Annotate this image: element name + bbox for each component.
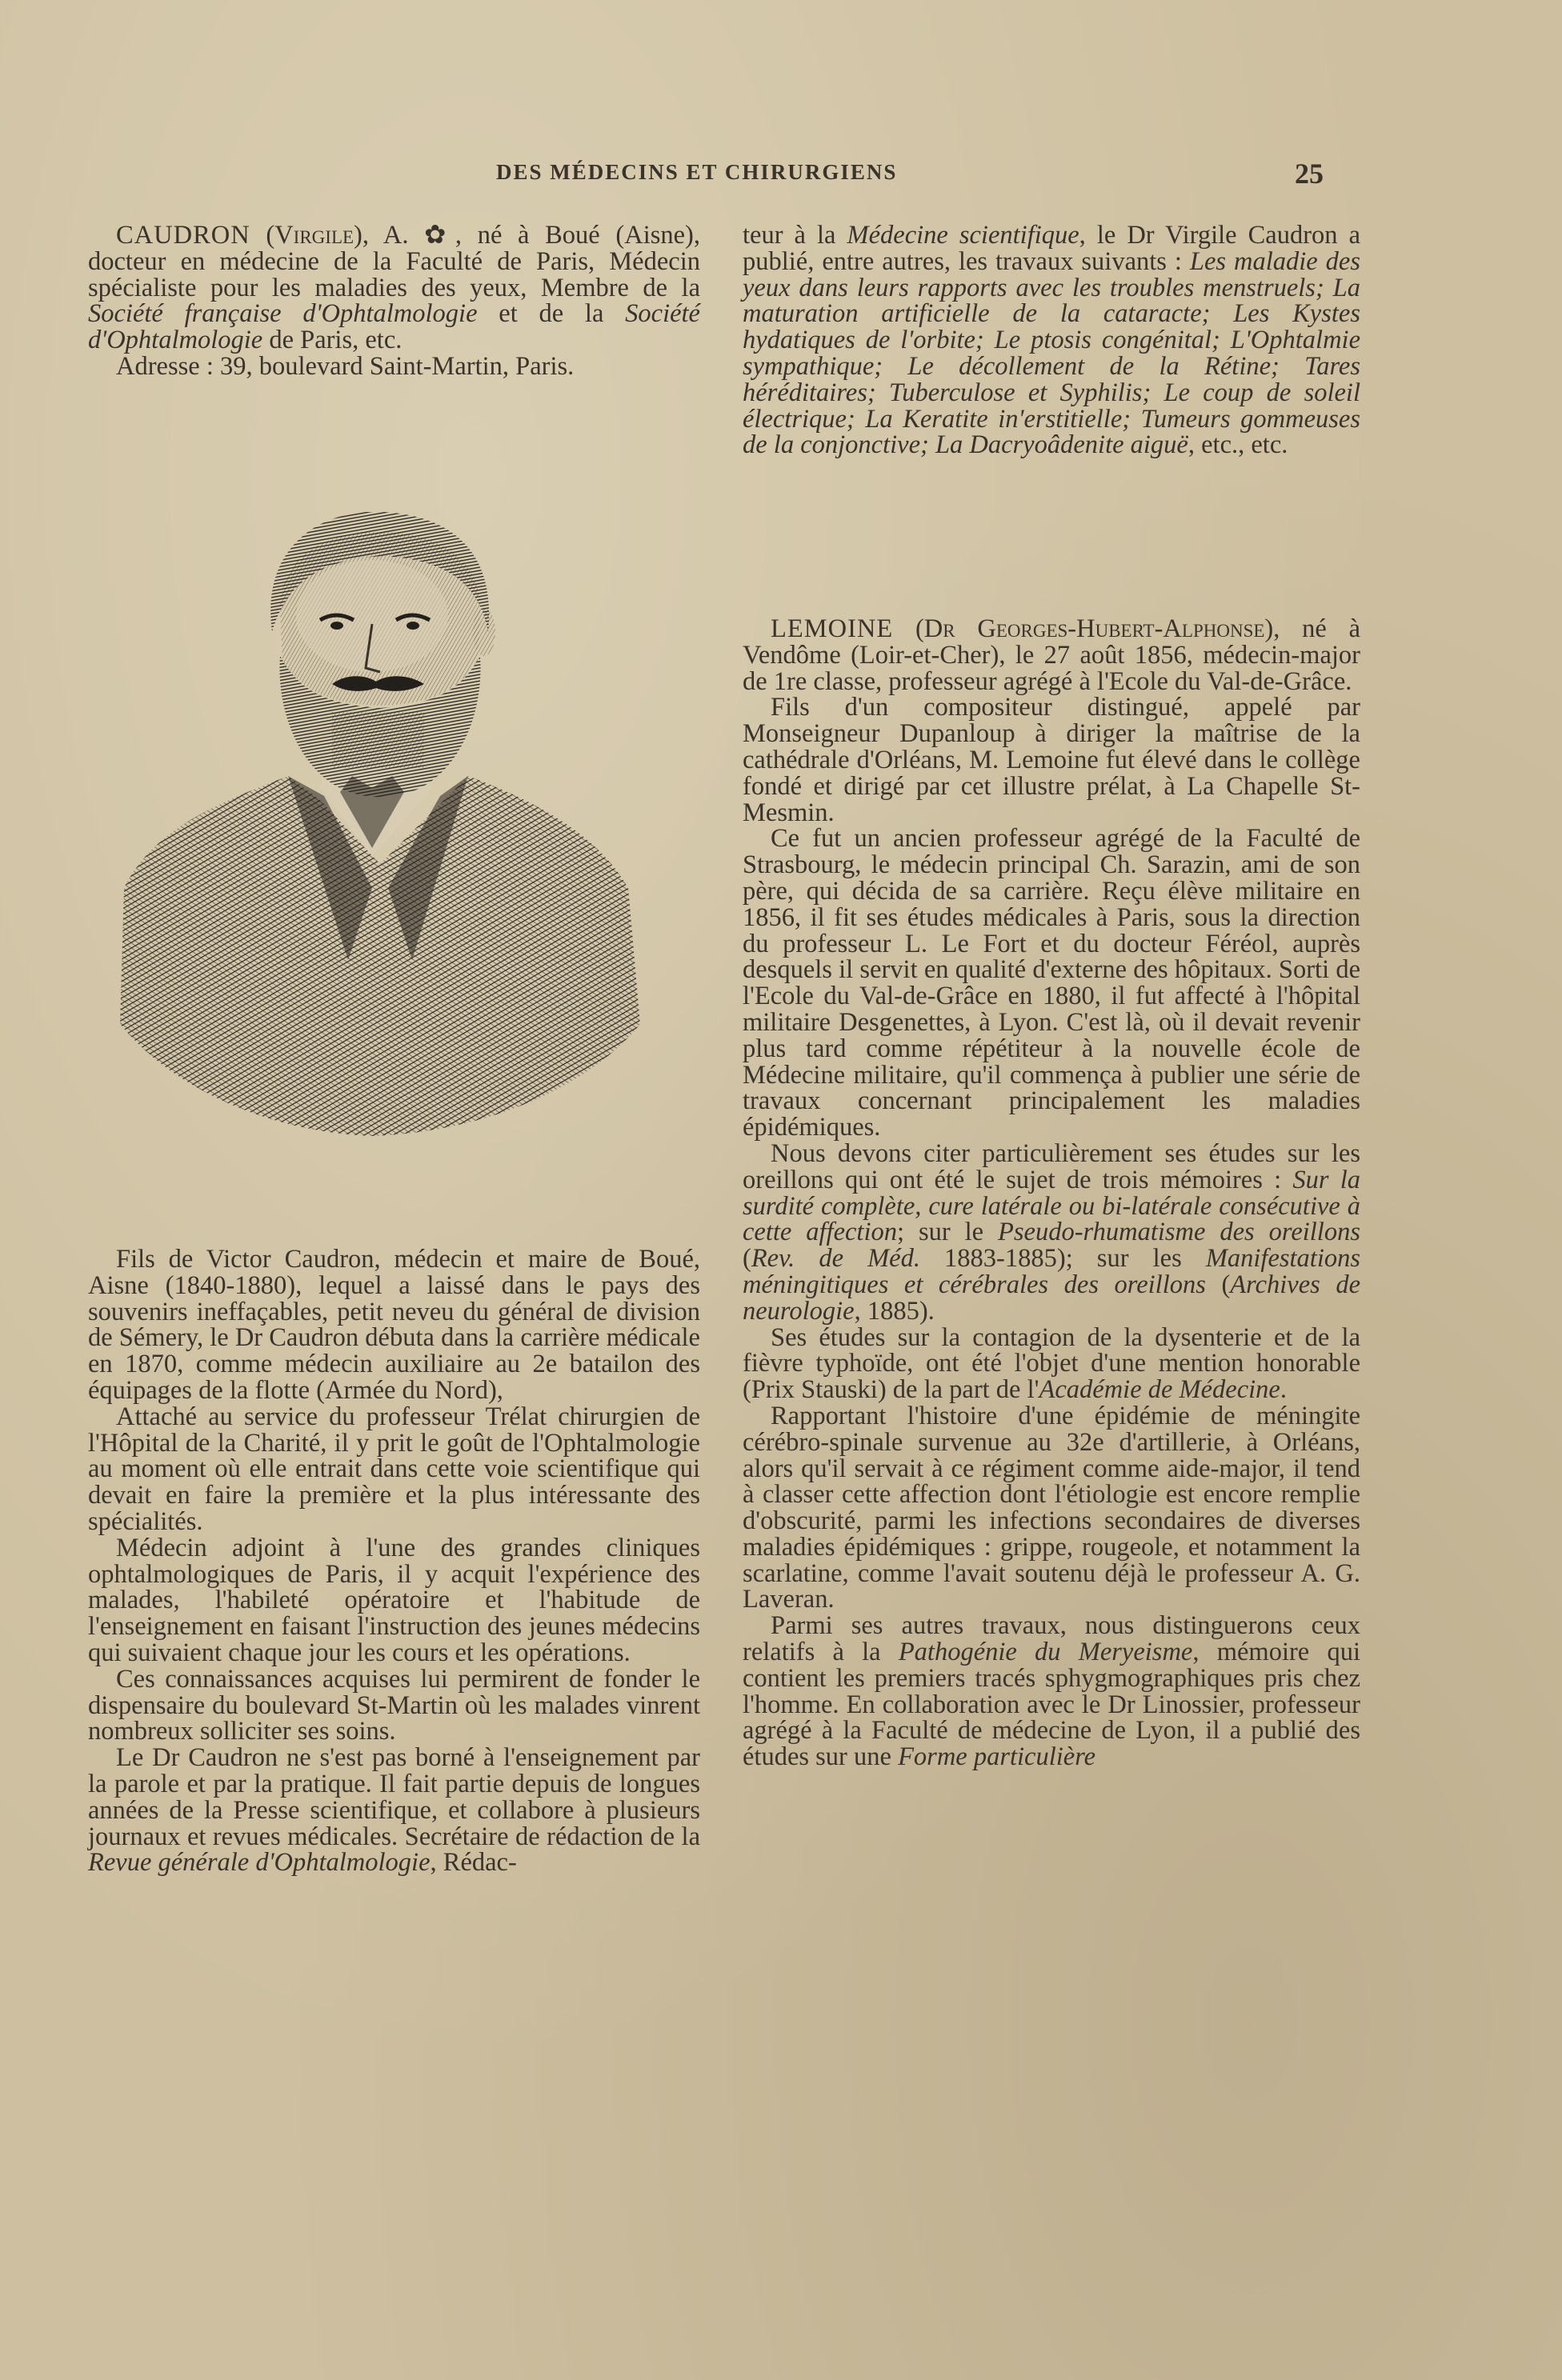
lemoine-para-5: Rapportant l'histoire d'une épidémie de méningite cérébro-spinale survenue au 32e d'artillerie, à Orléans, alors qu'il servait à ce régiment comme aide-major, il tend à classer cette affection dont l'étiologie est encore remplie d'obscurité, parmi les infections secondaires de diverses maladies épidémiques : grippe, rougeole, et notamment la scarlatine, comme l'avait soutenu déjà le professeur A. G. Laveran. [743, 1401, 1360, 1614]
works-lead: teur à la [743, 221, 847, 250]
caudron-intro-text: , A. ✿, né à Boué (Aisne), docteur en médecine de la Faculté de Paris, Médecin spécialiste pour les maladies des yeux, Membre de la [88, 221, 700, 302]
caudron-para-1: Fils de Victor Caudron, médecin et maire de Boué, Aisne (1840-1880), lequel a laissé dans le pays des souvenirs ineffaçables, petit neveu du général de division de Sémery, le Dr Caudron débuta dans la carrière médicale en 1870, comme médecin auxiliaire au 2e batailon des équipages de la flotte (Armée du Nord), [88, 1245, 700, 1405]
r6-work-2: Forme particulière [898, 1742, 1096, 1772]
r3-work-3: Manifestations méningitiques et cérébrales des oreillons [743, 1244, 1361, 1299]
r6-a: Parmi ses autres travaux, nous distinguerons ceux relatifs à la [743, 1611, 1360, 1667]
r3-d: 1883-1885); sur les [919, 1244, 1206, 1274]
works-end: , etc., etc. [1188, 430, 1288, 460]
r6-b: , mémoire qui contient les premiers tracés sphygmographiques pris chez l'homme. En collaboration avec le Dr Linossier, professeur agrégé à la Faculté de médecine de Lyon, il a publié des études sur une [743, 1638, 1360, 1772]
caudron-para-5-end: , Rédac- [430, 1848, 517, 1878]
r6-work-1: Pathogénie du Meryeisme [898, 1638, 1193, 1667]
r4-b: . [1280, 1375, 1287, 1405]
running-head [0, 160, 1562, 192]
lemoine-para-2: Ce fut un ancien professeur agrégé de la Faculté de Strasbourg, le médecin principal Ch. Sarazin, ami de son père, qui décida de sa carrière. Reçu élève militaire en 1856, il fit ses études médicales à Paris, sous la direction du professeur L. Le Fort et du docteur Féréol, auprès desquels il servit en qualité d'externe des hôpitaux. Sorti de l'Ecole du Val-de-Grâce en 1880, il fut affecté à l'hôpital militaire Desgenettes, à Lyon. C'est là, où il devait revenir plus tard comme répétiteur à la nouvelle école de Médecine militaire, qu'il commença à publier une série de travaux concernant principalement les maladies épidémiques. [743, 824, 1360, 1142]
caudron-intro-end: de Paris, etc. [262, 326, 403, 355]
r3-work-1: Sur la surdité complète, cure latérale ou bi-latérale consécutive à cette affection [743, 1165, 1360, 1247]
r3-journal-2: Archives de neurologie [743, 1270, 1361, 1326]
caudron-society-2: Société d'Ophtalmologie [88, 299, 700, 355]
r3-journal-1: Rev. de Méd. [751, 1244, 920, 1274]
caudron-para-2: Attaché au service du professeur Trélat chirurgien de l'Hôpital de la Charité, il y prit le goût de l'Ophtalmologie au moment où elle entrait dans cette voie scientifique qui devait en faire la première et la plus intéressante des spécialités. [88, 1402, 700, 1536]
caudron-intro [88, 222, 700, 354]
r3-a: Nous devons citer particulièrement ses études sur les oreillons qui ont été le sujet de trois mémoires : [743, 1138, 1360, 1194]
caudron-para-3: Médecin adjoint à l'une des grandes cliniques ophtalmologiques de Paris, il y acquit l'expérience des malades, l'habileté opératoire et l'habitude de l'enseignement en faisant l'instruction des jeunes médecins qui suivaient chaque jour les cours et les opérations. [88, 1533, 700, 1667]
caudron-address: Adresse : 39, boulevard Saint-Martin, Paris. [116, 351, 575, 381]
lemoine-intro [743, 616, 1360, 694]
works-intro: , le Dr Virgile Caudron a publié, entre autres, les travaux suivants : [743, 221, 1360, 276]
lemoine-intro-text: , né à Vendôme (Loir-et-Cher), le 27 août 1856, médecin-major de 1re classe, professeur agrégé à l'Ecole du Val-de-Grâce. [743, 614, 1360, 696]
lemoine-name: LEMOINE [771, 614, 894, 643]
entry-caudron-continuation [743, 222, 1360, 458]
page-number: 25 [1295, 158, 1324, 190]
caudron-revue-title: Revue générale d'Ophtalmologie [88, 1848, 431, 1878]
entry-lemoine [743, 616, 1360, 1770]
r4-a: Ses études sur la contagion de la dysenterie et de la fièvre typhoïde, ont été l'objet d'une mention honorable (Prix Stauski) de la part de l' [743, 1322, 1360, 1405]
r3-e: ( [1205, 1270, 1231, 1299]
lemoine-firstname: (Dr Georges-Hubert-Alphonse) [915, 614, 1274, 643]
caudron-society-1: Société française d'Ophtalmologie [88, 299, 478, 329]
r3-b: ; sur le [897, 1218, 999, 1247]
caudron-para-4: Ces connaissances acquises lui permirent de fonder le dispensaire du boulevard St-Martin où les malades vinrent nombreux solliciter ses soins. [88, 1664, 700, 1746]
entry-caudron-header [88, 222, 700, 380]
caudron-works [743, 222, 1360, 458]
portrait-engraving [108, 512, 652, 1144]
lemoine-para-6 [743, 1613, 1360, 1770]
r3-work-2: Pseudo-rhumatisme des oreillons [998, 1218, 1360, 1247]
lemoine-para-1: Fils d'un compositeur distingué, appelé par Monseigneur Dupanloup à diriger la maîtrise de la cathédrale d'Orléans, M. Lemoine fut élevé dans le collège fondé et dirigé par cet illustre prélat, à La Chapelle St-Mesmin. [743, 693, 1360, 827]
caudron-and: et de la [477, 299, 626, 329]
works-list: Les maladie des yeux dans leurs rapports avec les troubles menstruels; La maturation artificielle de la cataracte; Les Kystes hydatiques de l'orbite; Le ptosis congénital; L'Ophtalmie sympathique; Le décollement de la Rétine; Tares héréditaires; Tuberculose et Syphilis; Le coup de soleil électrique; La Keratite in'erstitielle; Tumeurs gommeuses de la conjonctive; La Dacryoâdenite aiguë [743, 246, 1360, 460]
caudron-firstname: (Virgile) [266, 221, 362, 250]
caudron-para-5 [88, 1745, 700, 1876]
r4-academy: Académie de Médecine [1039, 1375, 1280, 1405]
running-head-title: DES MÉDECINS ET CHIRURGIENS [496, 160, 898, 184]
caudron-para-5-text: Le Dr Caudron ne s'est pas borné à l'enseignement par la parole et par la pratique. Il fait partie depuis de longues années de la Presse scientifique, et collabore à plusieurs journaux et revues médicales. Secrétaire de rédaction de la [88, 1743, 700, 1851]
r3-f: , 1885). [854, 1296, 935, 1326]
lemoine-para-3 [743, 1138, 1361, 1326]
works-journal: Médecine scientifique [847, 221, 1079, 250]
r3-c: ( [743, 1244, 751, 1274]
caudron-name: CAUDRON [116, 221, 250, 250]
lemoine-para-4 [743, 1322, 1360, 1405]
entry-caudron-body [88, 1246, 700, 1876]
